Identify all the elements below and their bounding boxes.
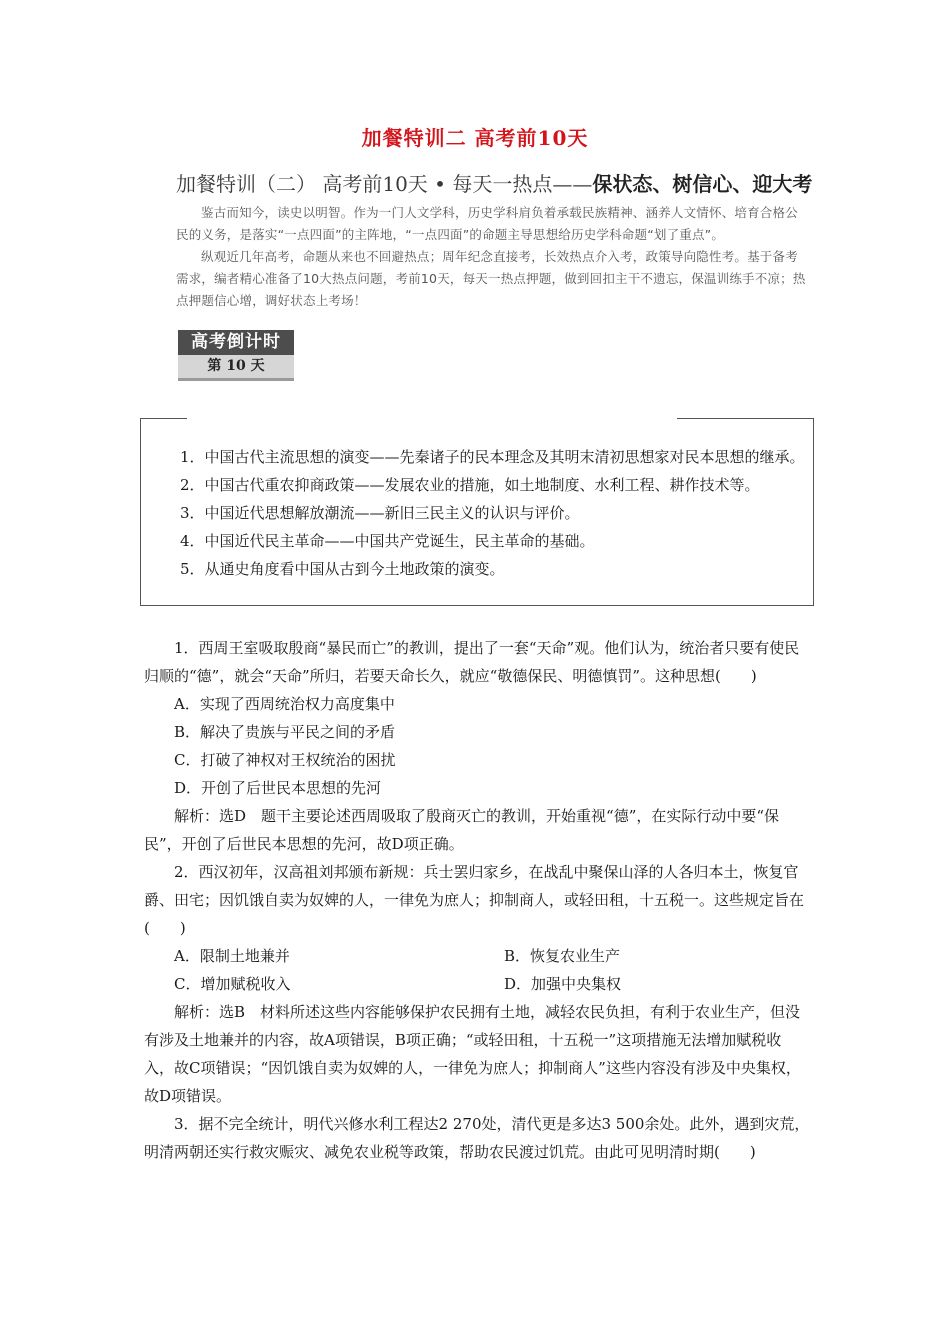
question-2-option-a: A．限制土地兼并 [174, 947, 290, 965]
banner-title-plain: 加餐特训（二） 高考前10天 • 每天一热点—— [176, 172, 593, 196]
questions-section [144, 634, 810, 1166]
box-border-gap [187, 416, 677, 422]
question-2-options-row-2 [144, 970, 810, 998]
page-title: 加餐特训二 高考前10天 [361, 126, 589, 150]
question-2-analysis: 解析：选B 材料所述这些内容能够保护农民拥有土地，减轻农民负担，有利于农业生产，但没有涉及土地兼并的内容，故A项错误，B项正确；“或轻田租，十五税一”这项措施无法增加赋税收入，故C项错误；“因饥饿自卖为奴婢的人，一律免为庶人；抑制商人”这些内容没有涉及中央集权，故D项错误。 [144, 1003, 801, 1105]
hotspot-item: 5．从通史角度看中国从古到今土地政策的演变。 [180, 560, 505, 578]
countdown-badge-title: 高考倒计时 [178, 330, 294, 355]
hotspot-list [147, 443, 811, 583]
question-1-option-b: B．解决了贵族与平民之间的矛盾 [174, 723, 396, 741]
hotspot-item: 2．中国古代重农抑商政策——发展农业的措施，如土地制度、水利工程、耕作技术等。 [180, 476, 760, 494]
question-1-analysis: 解析：选D 题干主要论述西周吸取了殷商灭亡的教训，开始重视“德”，在实际行动中要“保民”，开创了后世民本思想的先河，故D项正确。 [144, 807, 780, 853]
question-1-option-d: D．开创了后世民本思想的先河 [174, 779, 382, 797]
hotspot-item: 1．中国古代主流思想的演变——先秦诸子的民本理念及其明末清初思想家对民本思想的继承。 [180, 448, 805, 466]
hotspot-item: 4．中国近代民主革命——中国共产党诞生，民主革命的基础。 [180, 532, 595, 550]
question-1-option-c: C．打破了神权对王权统治的困扰 [174, 751, 396, 769]
question-1-stem: 1．西周王室吸取殷商“暴民而亡”的教训，提出了一套“天命”观。他们认为，统治者只要有使民归顺的“德”，就会“天命”所归，若要天命长久，就应“敬德保民、明德慎罚”。这种思想( ) [144, 639, 800, 685]
question-2-option-b: B．恢复农业生产 [504, 947, 621, 965]
question-2-options-row-1 [144, 942, 810, 970]
question-3-stem: 3．据不完全统计，明代兴修水利工程达2 270处，清代更是多达3 500余处。此外，遇到灾荒，明清两朝还实行救灾赈灾、减免农业税等政策，帮助农民渡过饥荒。由此可见明清时期( ) [144, 1115, 810, 1161]
question-2-option-c: C．增加赋税收入 [174, 975, 291, 993]
countdown-badge-day: 第 10 天 [207, 358, 265, 374]
question-1-option-a: A．实现了西周统治权力高度集中 [174, 695, 395, 713]
question-2-option-d: D．加强中央集权 [504, 975, 622, 993]
banner-title [176, 168, 812, 197]
countdown-badge [178, 330, 294, 381]
intro-paragraph-2: 纵观近几年高考，命题从来也不回避热点；周年纪念直接考，长效热点介入考，政策导向隐性考。基于备考需求，编者精心准备了10大热点问题，考前10天，每天一热点押题，做到回扣主干不遗忘，保温训练手不凉；热点押题信心增，调好状态上考场！ [176, 249, 806, 308]
hotspot-item: 3．中国近代思想解放潮流——新旧三民主义的认识与评价。 [180, 504, 580, 522]
intro-paragraph-1: 鉴古而知今，读史以明智。作为一门人文学科，历史学科肩负着承载民族精神、涵养人文情怀、培育合格公民的义务，是落实“一点四面”的主阵地，“一点四面”的命题主导思想给历史学科命题“划了重点”。 [176, 205, 798, 242]
hotspot-box [140, 418, 814, 606]
question-2-stem: 2．西汉初年，汉高祖刘邦颁布新规：兵士罢归家乡，在战乱中聚保山泽的人各归本土，恢复官爵、田宅；因饥饿自卖为奴婢的人，一律免为庶人；抑制商人，或轻田租，十五税一。这些规定旨在( ) [144, 863, 805, 937]
banner-title-strong: 保状态、树信心、迎大考 [592, 172, 813, 196]
